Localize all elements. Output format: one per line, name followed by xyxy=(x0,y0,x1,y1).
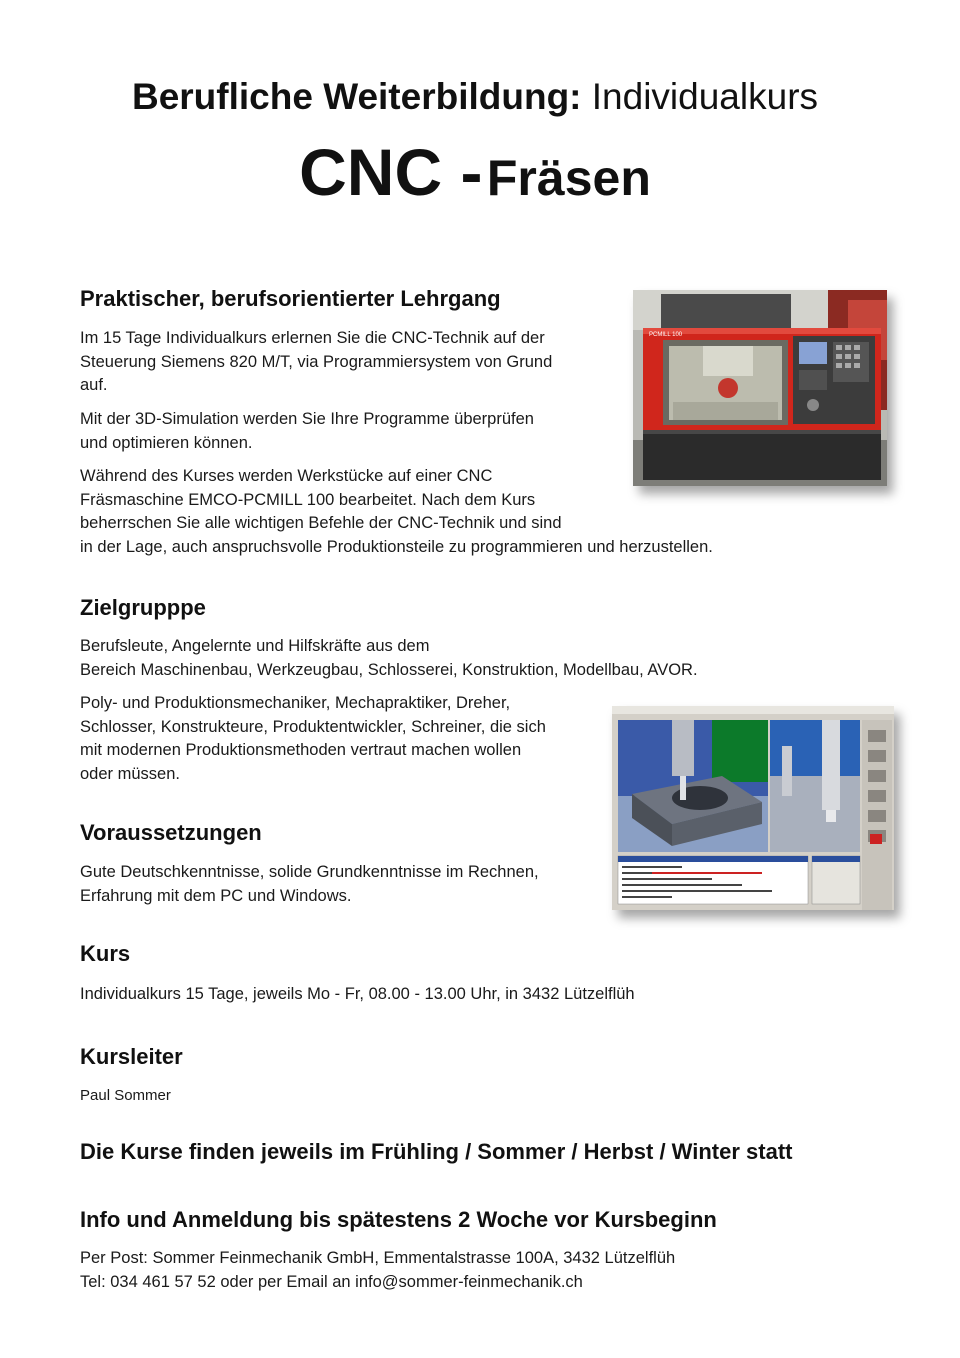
lehrgang-para3 xyxy=(80,465,713,559)
voraussetzungen-para xyxy=(80,861,539,908)
kurs-para xyxy=(80,983,635,1007)
heading-lehrgang: Praktischer, berufsorientierter Lehrgang xyxy=(80,286,501,311)
info-contact xyxy=(80,1247,675,1294)
heading-zielgruppe: Zielgrupppe xyxy=(80,595,206,620)
text-line: Während des Kurses werden Werkstücke auf einer CNC xyxy=(80,467,493,485)
heading-kurs: Kurs xyxy=(80,941,131,966)
postal-address: Per Post: Sommer Feinmechanik GmbH, Emmentalstrasse 100A, 3432 Lützelflüh xyxy=(80,1249,676,1267)
page-title-line2 xyxy=(0,132,950,231)
text-line: Erfahrung mit dem PC und Windows. xyxy=(80,886,352,905)
contact-phone-email: Tel: 034 461 57 52 oder per Email an info@sommer-feinmechanik.ch xyxy=(80,1272,583,1291)
kursleiter-name xyxy=(80,1084,171,1108)
text-line: und optimieren können. xyxy=(80,433,253,452)
text-line: Fräsmaschine EMCO-PCMILL 100 bearbeitet. Nach dem Kurs xyxy=(80,490,536,509)
title-normal: Individualkurs xyxy=(591,76,819,117)
heading-kursleiter: Kursleiter xyxy=(80,1044,183,1069)
title-fraesen: Fräsen xyxy=(486,150,651,206)
title-cnc: CNC - xyxy=(299,135,483,209)
text-line: Poly- und Produktionsmechaniker, Mechapraktiker, Dreher, xyxy=(80,694,511,712)
zielgruppe-para1 xyxy=(80,635,698,682)
text-line: Berufsleute, Angelernte und Hilfskräfte aus dem xyxy=(80,637,430,655)
text-line: auf. xyxy=(80,376,108,394)
text-line: beherrschen Sie alle wichtigen Befehle der CNC-Technik und sind xyxy=(80,514,562,532)
text-line: Paul Sommer xyxy=(80,1087,171,1104)
text-line: Bereich Maschinenbau, Werkzeugbau, Schlosserei, Konstruktion, Modellbau, AVOR. xyxy=(80,660,698,679)
machine-label: PCMILL 100 xyxy=(649,332,683,338)
text-line: Individualkurs 15 Tage, jeweils Mo - Fr, 08.00 - 13.00 Uhr, in 3432 Lützelflüh xyxy=(80,985,635,1003)
text-line: Im 15 Tage Individualkurs erlernen Sie die CNC-Technik auf der xyxy=(80,329,545,347)
title-bold: Berufliche Weiterbildung: xyxy=(131,76,582,117)
lehrgang-para2 xyxy=(80,408,534,455)
text-line: Steuerung Siemens 820 M/T, via Programmiersystem von Grund xyxy=(80,352,553,371)
lehrgang-para1 xyxy=(80,327,552,398)
text-line: Gute Deutschkenntnisse, solide Grundkenntnisse im Rechnen, xyxy=(80,863,539,881)
text-line: in der Lage, auch anspruchsvolle Produktionsteile zu programmieren und herzustellen. xyxy=(80,537,713,556)
heading-info: Info und Anmeldung bis spätestens 2 Woche vor Kursbeginn xyxy=(80,1207,717,1232)
heading-termine: Die Kurse finden jeweils im Frühling / Sommer / Herbst / Winter statt xyxy=(80,1139,793,1164)
text-line: oder müssen. xyxy=(80,764,180,783)
page-title-line1 xyxy=(0,74,950,120)
text-line: mit modernen Produktionsmethoden vertraut machen wollen xyxy=(80,741,522,759)
heading-voraussetzungen: Voraussetzungen xyxy=(80,820,262,845)
text-line: Mit der 3D-Simulation werden Sie Ihre Programme überprüfen xyxy=(80,410,534,428)
simulation-software-screenshot xyxy=(612,706,894,910)
text-line: Schlosser, Konstrukteure, Produktentwickler, Schreiner, die sich xyxy=(80,717,546,736)
cnc-machine-photo xyxy=(633,290,887,486)
zielgruppe-para2 xyxy=(80,692,546,786)
